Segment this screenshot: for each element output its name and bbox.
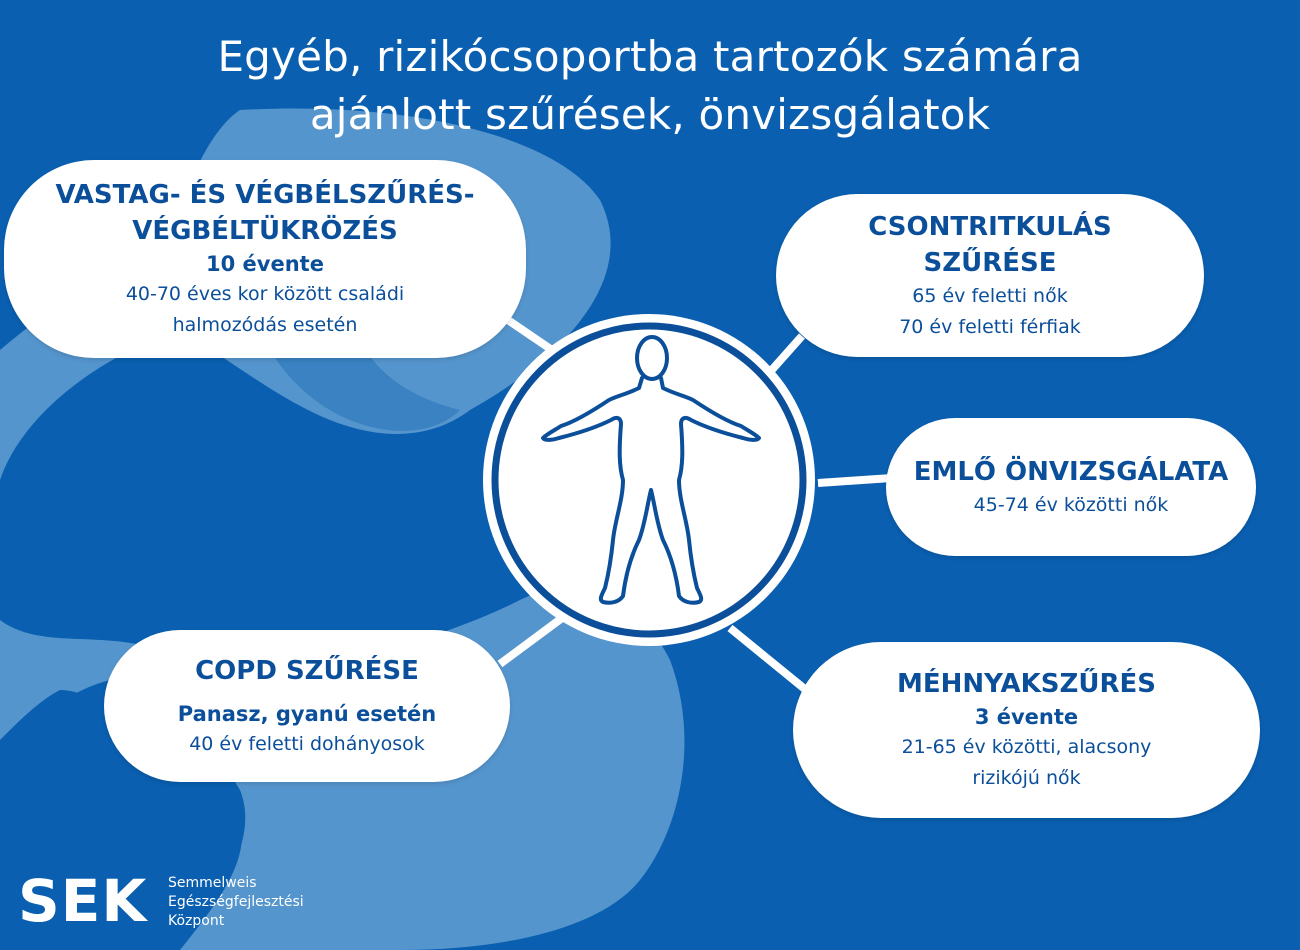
page-title [0,28,1300,144]
cervix-text-line-2: rizikójú nők [972,767,1081,789]
cervical-screening-card [793,642,1260,818]
colon-heading-line-2: VÉGBÉLTÜKRÖZÉS [132,216,398,246]
copd-text-line-1: 40 év feletti dohányosok [189,732,425,755]
bone-text-line-1: 65 év feletti nők [912,284,1068,307]
colon-text-line-2: halmozódás esetén [172,314,358,336]
copd-bold-text: Panasz, gyanú esetén [177,701,437,726]
copd-heading: COPD SZŰRÉSE [195,655,419,686]
colon-screening-card [4,160,526,358]
cervix-frequency: 3 évente [974,705,1079,729]
breast-self-exam-card [886,418,1256,556]
human-body-icon [479,310,819,650]
logo-line-2: Egészségfejlesztési [168,894,304,910]
cervix-heading: MÉHNYAKSZŰRÉS [897,669,1156,699]
colon-heading-line-1: VASTAG- ÉS VÉGBÉLSZŰRÉS- [55,180,475,210]
connector-line [818,478,892,483]
logo-mark: SEK [18,867,148,935]
copd-screening-card [104,630,510,782]
title-line-2: ajánlott szűrések, önvizsgálatok [309,90,991,139]
cervix-text-line-1: 21-65 év közötti, alacsony [901,736,1152,758]
colon-frequency: 10 évente [206,252,324,276]
bone-heading-line-2: SZŰRÉSE [923,247,1057,278]
bone-heading-line-1: CSONTRITKULÁS [868,211,1112,242]
figure-circle-ring [495,326,803,634]
breast-heading: EMLŐ ÖNVIZSGÁLATA [913,456,1229,487]
colon-text-line-1: 40-70 éves kor között családi [125,283,405,305]
logo-line-1: Semmelweis [168,875,257,891]
osteoporosis-screening-card [776,194,1204,357]
logo-text [168,874,304,931]
bone-text-line-2: 70 év feletti férfiak [899,315,1081,338]
logo-line-3: Központ [168,913,225,929]
title-line-1: Egyéb, rizikócsoportba tartozók számára [217,32,1083,81]
breast-text-line-1: 45-74 év közötti nők [973,493,1169,516]
